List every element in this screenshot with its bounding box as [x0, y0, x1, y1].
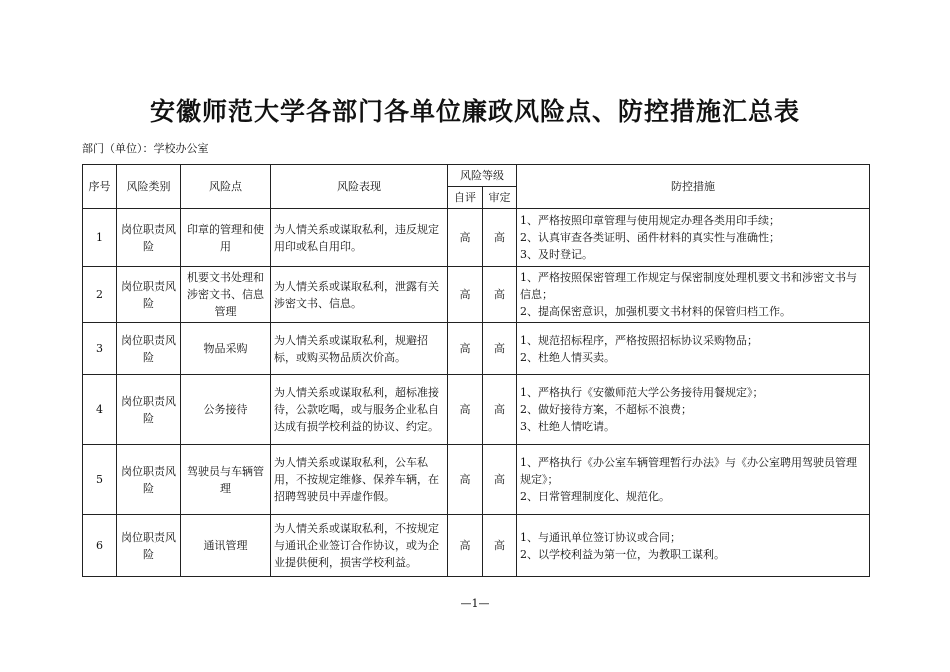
table-row: [83, 515, 870, 577]
row-number: 3: [83, 323, 117, 375]
review-level: 高: [483, 515, 517, 577]
header-category: 风险类别: [117, 165, 181, 209]
header-point: 风险点: [181, 165, 271, 209]
row-number: 5: [83, 445, 117, 515]
measure-item: 1、严格执行《安徽师范大学公务接待用餐规定》；: [520, 386, 764, 399]
risk-manifestation: 为人情关系或谋取私利，违反规定用印或私自用印。: [271, 209, 448, 267]
self-eval-level: 高: [448, 515, 483, 577]
measure-item: 2、杜绝人情买卖。: [520, 350, 615, 364]
review-level: 高: [483, 323, 517, 375]
measure-item: 1、严格按照保密管理工作规定与保密制度处理机要文书和涉密文书与信息；: [520, 271, 857, 301]
risk-point: 公务接待: [181, 375, 271, 445]
control-measures: [517, 267, 870, 323]
control-measures: [517, 445, 870, 515]
risk-point: 印章的管理和使用: [181, 209, 271, 267]
header-review: 审定: [483, 187, 517, 209]
department-label: 部门（单位）：学校办公室: [82, 142, 209, 155]
self-eval-level: 高: [448, 267, 483, 323]
row-number: 4: [83, 375, 117, 445]
table-row: [83, 267, 870, 323]
risk-manifestation: 为人情关系或谋取私利，不按规定与通讯企业签订合作协议，或为企业提供便利，损害学校利益。: [271, 515, 448, 577]
document-title: 安徽师范大学各部门各单位廉政风险点、防控措施汇总表: [149, 97, 800, 126]
risk-category: 岗位职责风险: [117, 515, 181, 577]
risk-category: 岗位职责风险: [117, 323, 181, 375]
review-level: 高: [483, 209, 517, 267]
risk-category: 岗位职责风险: [117, 445, 181, 515]
measure-item: 2、做好接待方案，不超标不浪费；: [520, 403, 692, 416]
measure-item: 2、认真审查各类证明、函件材料的真实性与准确性；: [520, 231, 780, 244]
header-no: 序号: [83, 165, 117, 209]
measure-item: 1、严格按照印章管理与使用规定办理各类用印手续；: [520, 214, 780, 227]
control-measures: [517, 515, 870, 577]
review-level: 高: [483, 375, 517, 445]
header-row: [83, 165, 870, 187]
self-eval-level: 高: [448, 375, 483, 445]
risk-manifestation: 为人情关系或谋取私利，泄露有关涉密文书、信息。: [271, 267, 448, 323]
control-measures: [517, 209, 870, 267]
risk-point: 通讯管理: [181, 515, 271, 577]
header-measures: 防控措施: [517, 165, 870, 209]
risk-category: 岗位职责风险: [117, 375, 181, 445]
risk-point: 物品采购: [181, 323, 271, 375]
table-row: [83, 375, 870, 445]
risk-table: [82, 164, 870, 577]
measure-item: 3、杜绝人情吃请。: [520, 420, 615, 433]
measure-item: 2、以学校利益为第一位，为教职工谋利。: [520, 547, 725, 561]
row-number: 1: [83, 209, 117, 267]
measure-item: 2、日常管理制度化、规范化。: [520, 490, 670, 503]
row-number: 2: [83, 267, 117, 323]
measure-item: 2、提高保密意识，加强机要文书材料的保管归档工作。: [520, 305, 791, 318]
risk-manifestation: 为人情关系或谋取私利，超标准接待，公款吃喝，或与服务企业私自达成有损学校利益的协议、约定。: [271, 375, 448, 445]
measure-item: 1、与通讯单位签订协议或合同；: [520, 530, 681, 544]
self-eval-level: 高: [448, 445, 483, 515]
self-eval-level: 高: [448, 209, 483, 267]
control-measures: [517, 375, 870, 445]
table-row: [83, 323, 870, 375]
table-row: [83, 445, 870, 515]
review-level: 高: [483, 445, 517, 515]
page-number: —1—: [460, 597, 490, 610]
self-eval-level: 高: [448, 323, 483, 375]
risk-point: 机要文书处理和涉密文书、信息管理: [181, 267, 271, 323]
measure-item: 1、严格执行《办公室车辆管理暂行办法》与《办公室聘用驾驶员管理规定》；: [520, 456, 857, 486]
risk-point: 驾驶员与车辆管理: [181, 445, 271, 515]
table-row: [83, 209, 870, 267]
risk-category: 岗位职责风险: [117, 267, 181, 323]
measure-item: 3、及时登记。: [520, 248, 593, 261]
review-level: 高: [483, 267, 517, 323]
row-number: 6: [83, 515, 117, 577]
measure-item: 1、规范招标程序，严格按照招标协议采购物品；: [520, 333, 758, 347]
risk-manifestation: 为人情关系或谋取私利，规避招标，或购买物品质次价高。: [271, 323, 448, 375]
header-self-eval: 自评: [448, 187, 483, 209]
risk-manifestation: 为人情关系或谋取私利，公车私用，不按规定维修、保养车辆，在招聘驾驶员中弄虚作假。: [271, 445, 448, 515]
header-level: 风险等级: [448, 165, 517, 187]
control-measures: [517, 323, 870, 375]
header-manifestation: 风险表现: [271, 165, 448, 209]
risk-category: 岗位职责风险: [117, 209, 181, 267]
